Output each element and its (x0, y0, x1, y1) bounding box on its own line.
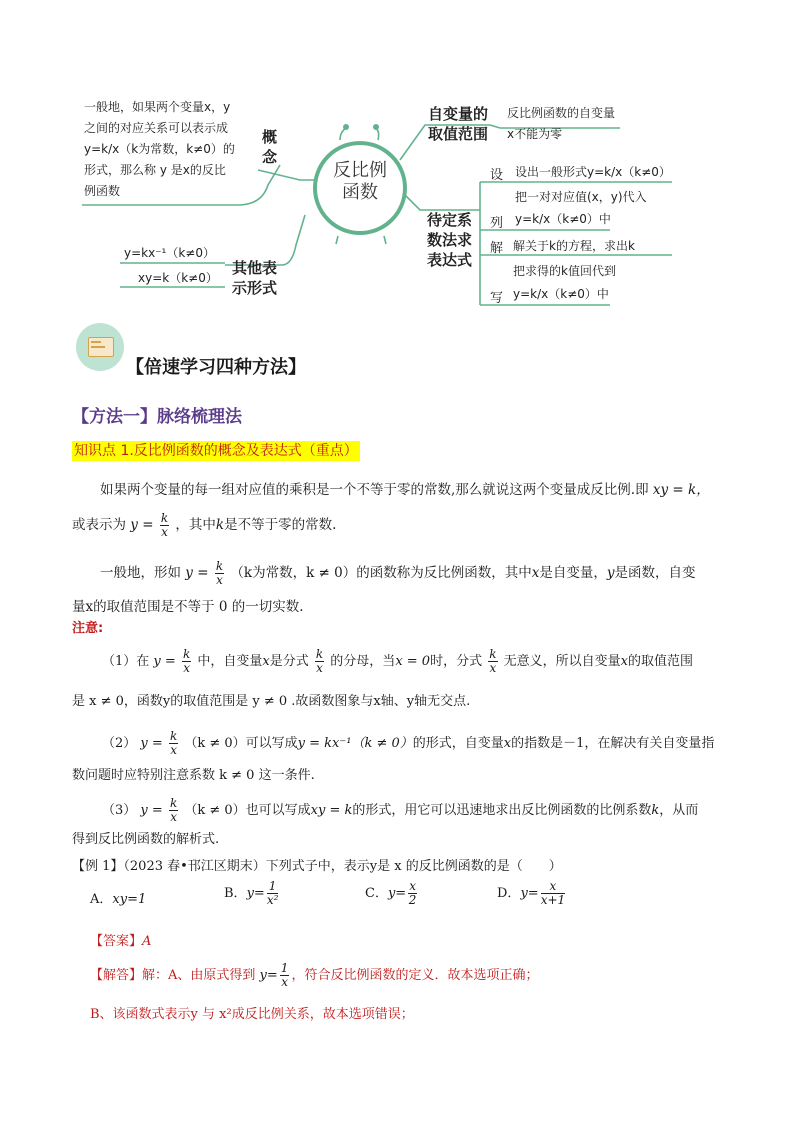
step-key-list: 列 (490, 216, 504, 231)
note3-k: k (651, 803, 660, 818)
knowledge-point: 知识点 1.反比例函数的概念及表达式（重点） (74, 443, 358, 459)
answer-label: 【答案】 (90, 934, 143, 949)
note2-formula: y = kx⁻¹（k ≠ 0） (297, 736, 413, 751)
note1-d: 的分母，当 (330, 654, 396, 669)
para2-text-a: 一般地，形如 (100, 565, 181, 581)
domain-label (428, 104, 488, 144)
step-set-text: 设出一般形式y=k/x（k≠0） (515, 165, 671, 179)
concept-text-line: y=k/x（k为常数，k≠0）的 (84, 142, 235, 156)
concept-text-line: 形式，那么称 y 是x的反比 (84, 163, 226, 177)
fraction-x-over-x-plus-1: $\frac{x}{x+1}$ (540, 879, 566, 907)
fraction-k-over-x: $\frac{k}{x}$ (489, 647, 497, 675)
note2-c: 的形式，自变量 (412, 736, 504, 751)
note3-xy: xy = k (310, 803, 353, 818)
solution-line1 (90, 962, 538, 989)
note3-c: 的形式，用它可以迅速地求出反比例函数的比例系数 (352, 803, 652, 818)
note1-b: 中，自变量 (197, 654, 263, 669)
note1-c: 是分式 (269, 654, 309, 669)
center-line-1: 反比例 (333, 160, 387, 181)
note2-d: 的指数是－1，在解决有关自变量指 (511, 736, 715, 751)
option-c-y: y= (387, 886, 407, 901)
para1-text-b: ，其中 (175, 517, 216, 533)
para2-y: y = (185, 565, 209, 581)
para2-line2: 量x的取值范围是不等于 0 的一切实数. (72, 599, 304, 615)
fraction-k-over-x: $\frac{k}{x}$ (315, 647, 324, 675)
note3-b: （k ≠ 0）也可以写成 (184, 803, 311, 818)
step-key-write: 写 (490, 291, 504, 306)
note1-f: 无意义，所以自变量 (503, 654, 621, 669)
other-form-2: xy=k（k≠0） (138, 271, 218, 285)
note1-x2: x (620, 654, 629, 669)
option-c (365, 880, 419, 907)
option-d-label: D． (497, 886, 521, 901)
step-list-text-1: 把一对对应值(x，y)代入 (515, 190, 647, 204)
para1-k: k (215, 517, 225, 533)
concept-text-line: 之间的对应关系可以表示成 (84, 121, 229, 135)
solution-line2: B、该函数式表示y 与 x²成反比例关系，故本选项错误； (90, 1007, 414, 1022)
step-write-text-2: y=k/x（k≠0）中 (513, 287, 609, 301)
para1-text: 如果两个变量的每一组对应值的乘积是一个不等于零的常数,那么就说这两个变量成反比例.即 (100, 482, 649, 498)
note2-line1 (102, 730, 762, 757)
option-b-y: y= (246, 886, 265, 901)
concept-label-line: 概 (262, 128, 278, 146)
fraction-k-over-x: $\frac{k}{x}$ (169, 796, 178, 824)
solution-label: 【解答】 (90, 968, 143, 983)
option-a (90, 888, 146, 907)
note1-x: x (262, 654, 270, 669)
option-d-y: y= (520, 886, 539, 901)
domain-label-line: 自变量的 (428, 105, 489, 123)
center-line-2: 函数 (342, 182, 378, 203)
fraction-k-over-x: $\frac{k}{x}$ (215, 559, 224, 587)
method-label (427, 210, 472, 270)
step-write-text-1: 把求得的k值回代到 (513, 264, 616, 278)
method-label-line: 数法求 (427, 231, 473, 249)
step-solve-text: 解关于k的方程，求出k (513, 239, 635, 253)
method1-title (72, 402, 242, 427)
step-list-text-2: y=k/x（k≠0）中 (515, 212, 611, 226)
book-icon (76, 323, 124, 371)
fraction-1-over-x: $\frac{1}{x}$ (280, 961, 289, 989)
fraction-1-over-x2: $\frac{1}{\text{x²}}$ (266, 879, 279, 907)
method-label-line: 待定系 (427, 211, 473, 229)
note1-x0: x = 0 (395, 654, 431, 669)
note1-a: （1）在 (102, 654, 150, 669)
fraction-k-over-x: $\frac{k}{x}$ (160, 511, 169, 539)
para2-text-c: 是自变量， (539, 565, 607, 581)
concept-text-line: 例函数 (84, 184, 121, 198)
note1-line2: 是 x ≠ 0，函数y的取值范围是 y ≠ 0 .故函数图象与x轴、y轴无交点. (72, 694, 471, 709)
concept-label (262, 127, 277, 167)
note3-line2: 得到反比例函数的解析式. (72, 832, 220, 847)
other-forms-label-line: 示形式 (232, 279, 278, 297)
para1-line2 (72, 512, 732, 539)
option-b-label: B． (224, 886, 247, 901)
para2-line1 (100, 560, 760, 587)
answer-value: A (142, 934, 152, 949)
mindmap-center (318, 160, 402, 204)
note2-a: （2） (102, 736, 137, 751)
step-key-solve: 解 (490, 241, 504, 256)
solution-y: y= (259, 968, 278, 983)
note2-b: （k ≠ 0）可以写成 (184, 736, 298, 751)
domain-text-line: x不能为零 (507, 127, 563, 141)
option-b (224, 880, 280, 907)
domain-text (507, 103, 615, 145)
domain-label-line: 取值范围 (428, 125, 489, 143)
note2-x: x (503, 736, 512, 751)
note2-y: y = (140, 736, 163, 751)
step-key-set: 设 (490, 168, 504, 183)
concept-text (84, 97, 259, 202)
domain-text-line: 反比例函数的自变量 (507, 106, 616, 120)
note1-y: y = (153, 654, 176, 669)
note3-line1: （3） y = $\frac{k}{x}$ （k ≠ 0）也可以写成xy = k的形式，用它可以迅速地求出反比例函数的比例系数k，从而 (102, 796, 699, 824)
para1-text-a: 或表示为 (72, 517, 126, 533)
option-a-text: xy=1 (112, 892, 147, 907)
fraction-k-over-x: $\frac{k}{x}$ (169, 729, 178, 757)
para2-text-b: （k为常数，k ≠ 0）的函数称为反比例函数，其中 (230, 565, 532, 581)
example-title: 【例 1】（2023 春•邗江区期末）下列式子中，表示y是 x 的反比例函数的是（ ） (72, 859, 562, 874)
para2-x: x (531, 565, 540, 581)
para1-xy: xy = k， (652, 482, 710, 498)
note1-line1 (102, 648, 762, 675)
note3-a: （3） (102, 803, 137, 818)
para1-line1 (100, 480, 760, 500)
method-label-line: 表达式 (427, 251, 473, 269)
para2-text-d: 是函数，自变 (614, 565, 696, 581)
para1-y: y = (130, 517, 154, 533)
para2-y2: y (606, 565, 615, 581)
solution-b: ，符合反比例函数的定义．故本选项正确； (291, 968, 539, 983)
concept-label-line: 念 (262, 148, 278, 166)
other-form-1: y=kx⁻¹（k≠0） (124, 246, 215, 260)
note2-line2: 数问题时应特别注意系数 k ≠ 0 这一条件. (72, 768, 315, 783)
note3-y: y = (140, 803, 163, 818)
answer (90, 930, 151, 949)
para1-text-c: 是不等于零的常数. (224, 517, 337, 533)
fraction-x-over-2: $\frac{x}{2}$ (408, 879, 417, 907)
other-forms-label (232, 258, 277, 298)
heading-main: 【倍速学习四种方法】 (126, 357, 306, 378)
concept-text-line: 一般地，如果两个变量x，y (84, 100, 231, 114)
fraction-k-over-x: $\frac{k}{x}$ (182, 647, 191, 675)
method1-text: 【方法一】脉络梳理法 (72, 407, 242, 427)
note1-g: 的取值范围 (628, 654, 694, 669)
option-c-label: C． (365, 886, 388, 901)
note-label: 注意: (72, 621, 104, 636)
other-forms-label-line: 其他表 (232, 259, 278, 277)
option-d (497, 880, 567, 907)
solution-a: 解：A、由原式得到 (142, 968, 256, 983)
option-a-label: A． (90, 892, 113, 907)
note1-e: 时，分式 (430, 654, 483, 669)
